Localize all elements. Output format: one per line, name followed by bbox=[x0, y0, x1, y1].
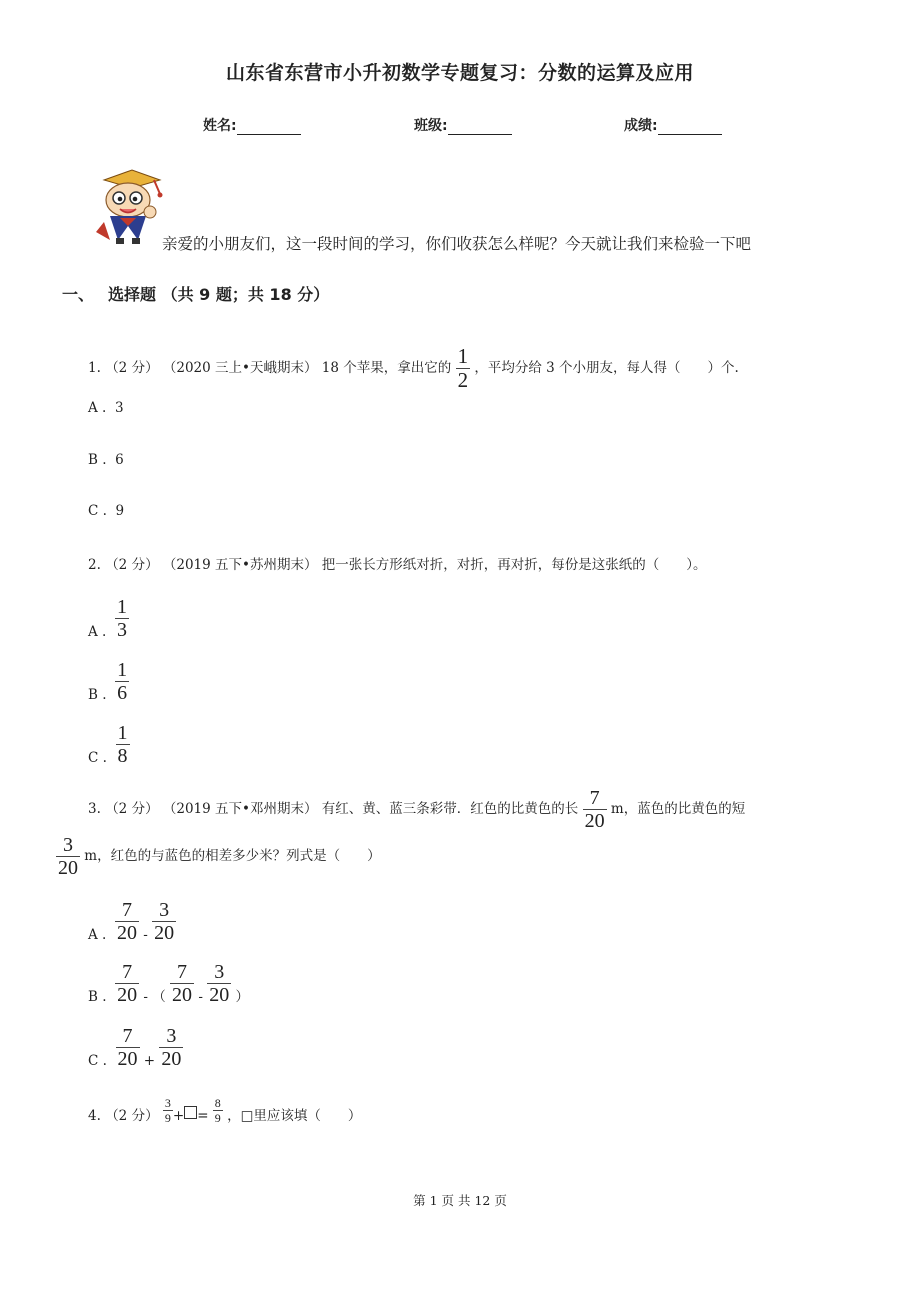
fraction: $\frac{7}{20}$ bbox=[584, 787, 605, 832]
option-a[interactable]: A . $\frac{7}{20}$ - $\frac{3}{20}$ bbox=[88, 899, 175, 944]
option-b[interactable]: B . $\frac{7}{20}$ - （ $\frac{7}{20}$ - $\frac{3}{20}$ ） bbox=[88, 961, 249, 1006]
fraction: $\frac{1}{2}$ bbox=[457, 344, 469, 392]
fraction: $\frac{3}{20}$ bbox=[58, 834, 78, 879]
greeting-text: 亲爱的小朋友们，这一段时间的学习，你们收获怎么样呢？今天就让我们来检验一下吧 bbox=[162, 235, 752, 253]
fraction: $\frac{1}{6}$ bbox=[117, 659, 128, 704]
question-score: （2 分） bbox=[105, 801, 159, 817]
question-number: 1. bbox=[88, 360, 101, 376]
question-number: 4. bbox=[88, 1108, 101, 1124]
class-field bbox=[414, 115, 512, 135]
fraction: $\frac{7}{20}$ bbox=[117, 1025, 138, 1070]
section-title: 选择题 （共 9 题；共 18 分） bbox=[108, 285, 330, 304]
section-number: 一、 bbox=[62, 285, 95, 304]
question-3-line-2 bbox=[56, 835, 381, 878]
question-score: （2 分） bbox=[105, 557, 159, 573]
fraction: $\frac{7}{20}$ bbox=[172, 961, 193, 1006]
fraction: $\frac{7}{20}$ bbox=[116, 899, 137, 944]
score-field bbox=[624, 115, 722, 135]
question-source: （2019 五下•邓州期末） bbox=[162, 801, 318, 817]
question-score: （2 分） bbox=[105, 1108, 159, 1124]
fraction: $\frac{1}{8}$ bbox=[117, 722, 128, 767]
option-a[interactable]: A . 3 bbox=[88, 400, 124, 416]
score-blank[interactable] bbox=[658, 120, 722, 135]
fraction: $\frac{3}{20}$ bbox=[161, 1025, 182, 1070]
question-1 bbox=[88, 346, 739, 391]
score-label: 成绩: bbox=[624, 118, 658, 134]
question-3 bbox=[88, 788, 745, 831]
answer-box-icon[interactable] bbox=[184, 1106, 197, 1119]
name-label: 姓名: bbox=[203, 118, 237, 134]
option-c[interactable]: C . 9 bbox=[88, 503, 125, 519]
question-score: （2 分） bbox=[105, 360, 159, 376]
name-field bbox=[203, 115, 301, 135]
question-text: 有红、黄、蓝三条彩带．红色的比黄色的长 bbox=[321, 801, 579, 817]
option-b[interactable]: B . 6 bbox=[88, 452, 124, 468]
question-text: ，□里应该填（ ） bbox=[227, 1108, 362, 1124]
class-blank[interactable] bbox=[448, 120, 512, 135]
page-footer: 第 1 页 共 12 页 bbox=[413, 1193, 507, 1208]
question-4: 4. （2 分） $\frac{3}{9}$ + = $\frac{8}{9}$ ，□里应该填（ ） bbox=[88, 1096, 362, 1125]
question-text: m，蓝色的比黄色的短 bbox=[610, 801, 746, 817]
question-text: 18 个苹果，拿出它的 bbox=[321, 360, 452, 376]
question-text: 把一张长方形纸对折，对折，再对折，每份是这张纸的（ ）。 bbox=[321, 557, 707, 573]
fraction: $\frac{3}{9}$ bbox=[164, 1096, 171, 1125]
option-c[interactable]: C . $\frac{1}{8}$ bbox=[88, 722, 128, 767]
option-c[interactable]: C . $\frac{7}{20}$ + $\frac{3}{20}$ bbox=[88, 1025, 182, 1070]
class-label: 班级: bbox=[414, 118, 448, 134]
question-text: m，红色的与蓝色的相差多少米？列式是（ ） bbox=[84, 848, 381, 864]
fraction: $\frac{8}{9}$ bbox=[214, 1096, 221, 1125]
question-number: 3. bbox=[88, 801, 101, 817]
question-text: ，平均分给 3 个小朋友，每人得（ ）个. bbox=[474, 360, 739, 376]
option-b[interactable]: B . $\frac{1}{6}$ bbox=[88, 659, 128, 704]
fraction: $\frac{3}{20}$ bbox=[209, 961, 230, 1006]
fraction: $\frac{3}{20}$ bbox=[154, 899, 175, 944]
section-heading bbox=[62, 282, 329, 305]
question-number: 2. bbox=[88, 557, 101, 573]
option-a[interactable]: A . $\frac{1}{3}$ bbox=[88, 596, 127, 641]
page-title: 山东省东营市小升初数学专题复习：分数的运算及应用 bbox=[225, 62, 694, 84]
question-source: （2020 三上•天峨期末） bbox=[162, 360, 318, 376]
cartoon-student-mascot-icon bbox=[90, 166, 166, 248]
question-2 bbox=[88, 553, 707, 573]
fraction: $\frac{7}{20}$ bbox=[117, 961, 138, 1006]
fraction: $\frac{1}{3}$ bbox=[116, 596, 127, 641]
question-source: （2019 五下•苏州期末） bbox=[162, 557, 318, 573]
name-blank[interactable] bbox=[237, 120, 301, 135]
